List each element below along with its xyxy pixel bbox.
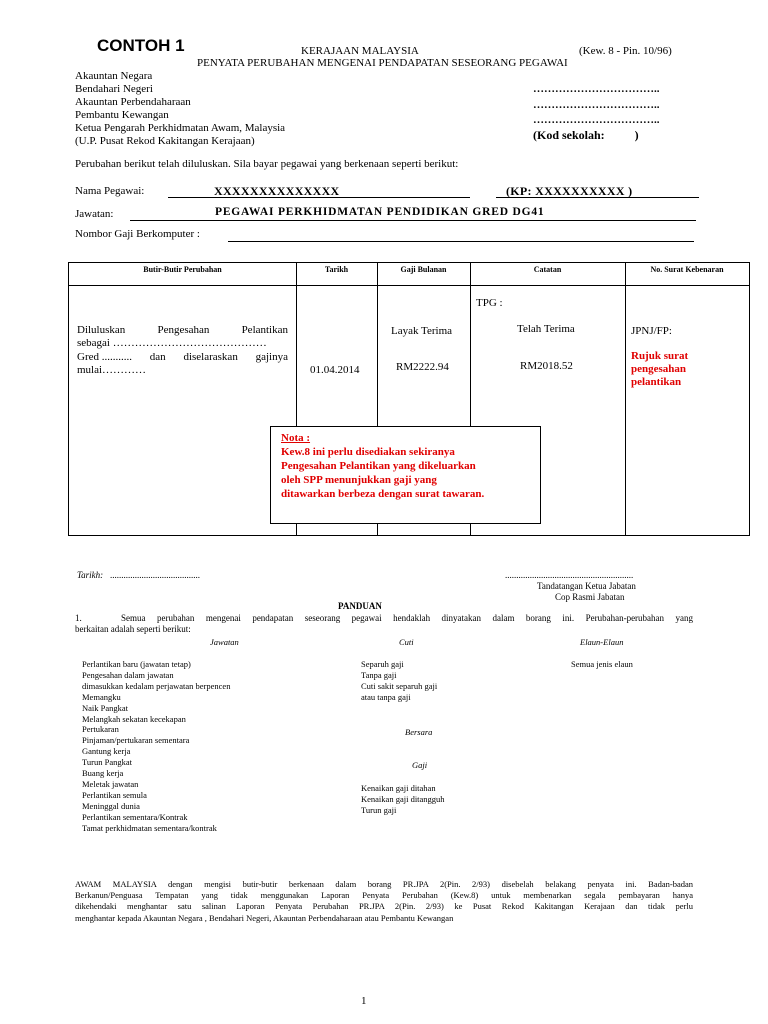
gaji-list <box>361 783 445 816</box>
gaji-layak: Layak Terima <box>391 325 453 337</box>
header-butir: Butir-Butir Perubahan <box>143 265 222 274</box>
list-item: Pengesahan dalam jawatan <box>82 669 174 680</box>
dotted-line: …………………………….. <box>533 99 660 111</box>
tpg-label: TPG : <box>476 297 503 309</box>
butir-line: Gred ........... dan diselaraskan gajinya <box>77 351 288 363</box>
list-item: Tanpa gaji <box>361 669 397 680</box>
list-item: Meninggal dunia <box>82 800 140 811</box>
addressee-item: (U.P. Pusat Rekod Kakitangan Kerajaan) <box>75 135 255 147</box>
nama-value: XXXXXXXXXXXXXX <box>214 184 340 198</box>
gaji-heading: Gaji <box>412 760 428 770</box>
list-item: Gantung kerja <box>82 746 131 757</box>
header-surat: No. Surat Kebenaran <box>650 265 724 274</box>
addressee-item: Akauntan Perbendaharaan <box>75 96 191 108</box>
form-title: PENYATA PERUBAHAN MENGENAI PENDAPATAN SESEORANG PEGAWAI <box>197 57 568 69</box>
panduan-para1b: berkaitan adalah seperti berikut: <box>75 624 191 634</box>
kp-value: (KP: XXXXXXXXXX ) <box>506 184 633 198</box>
bersara-heading: Bersara <box>405 727 433 737</box>
butir-line: sebagai …………………………………… <box>77 337 267 349</box>
form-label-contoh: CONTOH 1 <box>97 36 185 55</box>
col-cuti: Cuti <box>399 637 414 647</box>
tarikh-sign-dots: ........................................ <box>110 570 200 580</box>
catatan-amount: RM2018.52 <box>520 360 573 372</box>
addressee-item: Akauntan Negara <box>75 70 153 82</box>
panduan-para2: AWAM MALAYSIA dengan mengisi butir-butir berkenaan dalam borang PR.JPA 2(Pin. 2/93) disebelah belakang penyata ini. Badan-badan Berkanun/Penguasa Tempatan yang tidak menggunakan Laporan Penyata Perubahan (Kew.8) untuk membenarkan segala pembayaran hanya dikehendaki menghantar satu salinan Laporan Penyata Perubahan PR.JPA 2(Pin. 2/93) ke Pusat Rekod Kakitangan Kerajaan dan tidak perlu menghantar kepada Akauntan Negara , Bendahari Negeri, Akauntan Perbendaharaan atau Pembantu Kewangan <box>75 879 693 923</box>
panduan-para1: Semua perubahan mengenai pendapatan seseorang pegawai hendaklah dinyatakan dalam borang ini. Perubahan-perubahan yang <box>121 613 693 623</box>
header-tarikh: Tarikh <box>324 265 349 274</box>
list-item: Memangku <box>82 691 121 702</box>
list-item: Kenaikan gaji ditahan <box>361 783 436 793</box>
nota-title: Nota : <box>281 432 311 444</box>
nombor-gaji-label: Nombor Gaji Berkomputer : <box>75 228 200 240</box>
page-number: 1 <box>361 995 367 1007</box>
list-item: Naik Pangkat <box>82 702 129 713</box>
jawatan-list <box>82 659 230 834</box>
col-elaun: Elaun-Elaun <box>580 637 624 647</box>
list-item: Turun Pangkat <box>82 757 132 768</box>
list-item: Cuti sakit separuh gaji <box>361 680 438 691</box>
dotted-line: …………………………….. <box>533 114 660 126</box>
tarikh-value: 01.04.2014 <box>310 364 360 376</box>
signature-caption: Tandatangan Ketua Jabatan <box>537 581 636 591</box>
col-jawatan: Jawatan <box>210 637 239 647</box>
tarikh-sign-label: Tarikh: <box>77 570 104 580</box>
list-item: Meletak jawatan <box>82 778 139 789</box>
butir-line: mulai………… <box>77 364 147 376</box>
surat-note: Rujuk surat pengesahan pelantikan <box>631 350 689 388</box>
header-catatan: Catatan <box>533 265 562 274</box>
list-item: Kenaikan gaji ditangguh <box>361 793 445 804</box>
list-item: dimasukkan kedalam perjawatan berpencen <box>82 680 231 691</box>
header-gaji: Gaji Bulanan <box>400 265 447 274</box>
catatan-terima: Telah Terima <box>517 323 575 335</box>
signature-dots: ......................................................... <box>505 570 634 580</box>
elaun-item: Semua jenis elaun <box>571 659 633 669</box>
surat-ref: JPNJ/FP: <box>631 325 672 337</box>
addressee-item: Pembantu Kewangan <box>75 109 169 121</box>
addressee-item: Ketua Pengarah Perkhidmatan Awam, Malaysia <box>75 122 286 134</box>
form-reference: (Kew. 8 - Pin. 10/96) <box>579 45 672 57</box>
list-item: Perlantikan semula <box>82 789 147 800</box>
addressee-item: Bendahari Negeri <box>75 83 153 95</box>
jawatan-label: Jawatan: <box>75 208 114 220</box>
gaji-amount: RM2222.94 <box>396 361 449 373</box>
stamp-caption: Cop Rasmi Jabatan <box>555 592 625 602</box>
list-item: Separuh gaji <box>361 659 404 669</box>
nama-label: Nama Pegawai: <box>75 185 145 197</box>
dotted-line: …………………………….. <box>533 83 660 95</box>
list-item: atau tanpa gaji <box>361 691 411 702</box>
cuti-list <box>361 659 437 703</box>
list-item: Melangkah sekatan kecekapan <box>82 713 186 724</box>
list-item: Pinjaman/pertukaran sementara <box>82 735 190 746</box>
butir-line: Diluluskan Pengesahan Pelantikan <box>77 324 288 336</box>
jawatan-value: PEGAWAI PERKHIDMATAN PENDIDIKAN GRED DG41 <box>215 206 545 218</box>
intro-text: Perubahan berikut telah diluluskan. Sila bayar pegawai yang berkenaan seperti berikut: <box>75 158 459 170</box>
list-item: Perlantikan sementara/Kontrak <box>82 811 188 822</box>
list-item: Pertukaran <box>82 724 119 735</box>
nota-text: Kew.8 ini perlu disediakan sekiranya Pengesahan Pelantikan yang dikeluarkan oleh SPP menunjukkan gaji yang ditawarkan berbeza dengan surat tawaran. <box>281 446 485 500</box>
list-item: Buang kerja <box>82 768 124 779</box>
school-code: (Kod sekolah: ) <box>533 128 639 142</box>
nota-box <box>270 426 541 524</box>
list-item: Turun gaji <box>361 804 397 815</box>
panduan-num: 1. <box>75 613 82 623</box>
list-item: Tamat perkhidmatan sementara/kontrak <box>82 822 217 833</box>
list-item: Perlantikan baru (jawatan tetap) <box>82 659 191 669</box>
panduan-title: PANDUAN <box>338 601 382 611</box>
government-heading: KERAJAAN MALAYSIA <box>301 45 419 57</box>
